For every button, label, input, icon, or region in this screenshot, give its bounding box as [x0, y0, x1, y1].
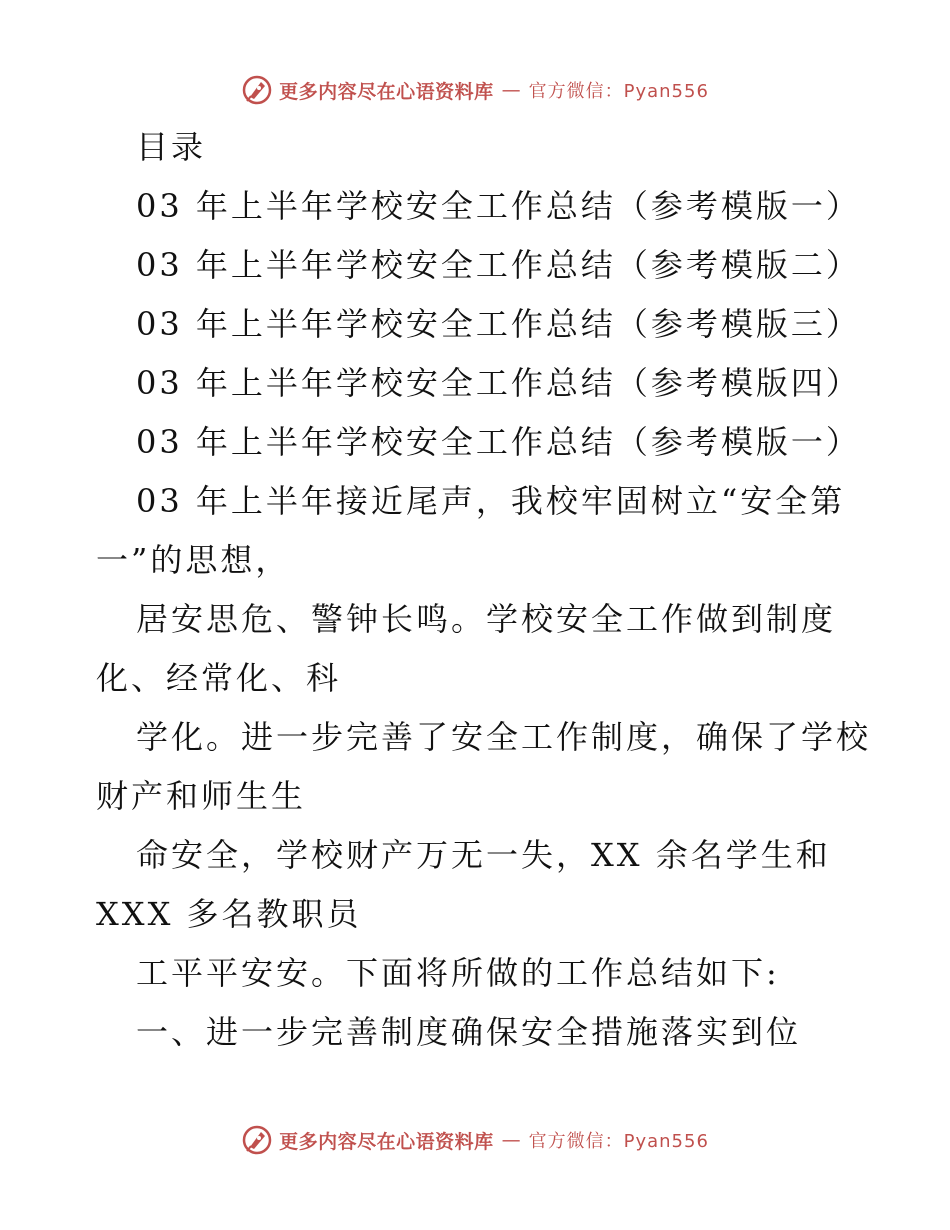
toc-item: 03 年上半年学校安全工作总结（参考模版三） — [136, 305, 861, 343]
banner-sub-text: 官方微信：Pyan556 — [528, 1131, 709, 1152]
paragraph-line: 工平平安安。下面将所做的工作总结如下: — [136, 954, 780, 992]
paragraph-line: 居安思危、警钟长鸣。学校安全工作做到制度 — [136, 600, 837, 638]
toc-item: 03 年上半年学校安全工作总结（参考模版四） — [136, 364, 861, 402]
footer-watermark-banner — [0, 1122, 950, 1158]
banner-dash: — — [501, 1129, 521, 1151]
section-title: 03 年上半年学校安全工作总结（参考模版一） — [136, 423, 861, 461]
banner-main-text: 更多内容尽在心语资料库 — [279, 1130, 494, 1153]
document-body — [96, 118, 872, 1062]
paragraph-line: 化、经常化、科 — [96, 659, 342, 697]
banner-dash: — — [501, 79, 521, 101]
paragraph-line: 03 年上半年接近尾声，我校牢固树立“安全第 — [136, 482, 846, 520]
paragraph-line: XXX 多名教职员 — [96, 895, 362, 933]
toc-heading: 目录 — [136, 128, 207, 166]
paragraph-line: 财产和师生生 — [96, 777, 307, 815]
banner-sub-text: 官方微信：Pyan556 — [528, 81, 709, 102]
paragraph-line: 命安全，学校财产万无一失，XX 余名学生和 — [136, 836, 831, 874]
paragraph-line: 学化。进一步完善了安全工作制度，确保了学校 — [136, 718, 872, 756]
toc-item: 03 年上半年学校安全工作总结（参考模版二） — [136, 246, 861, 284]
banner-main-text: 更多内容尽在心语资料库 — [279, 80, 494, 103]
header-watermark-banner — [0, 72, 950, 108]
paragraph-line: 一”的思想， — [96, 541, 291, 579]
pen-nib-logo-icon — [241, 74, 273, 106]
subsection-heading: 一、进一步完善制度确保安全措施落实到位 — [136, 1013, 802, 1051]
toc-item: 03 年上半年学校安全工作总结（参考模版一） — [136, 187, 861, 225]
pen-nib-logo-icon — [241, 1124, 273, 1156]
